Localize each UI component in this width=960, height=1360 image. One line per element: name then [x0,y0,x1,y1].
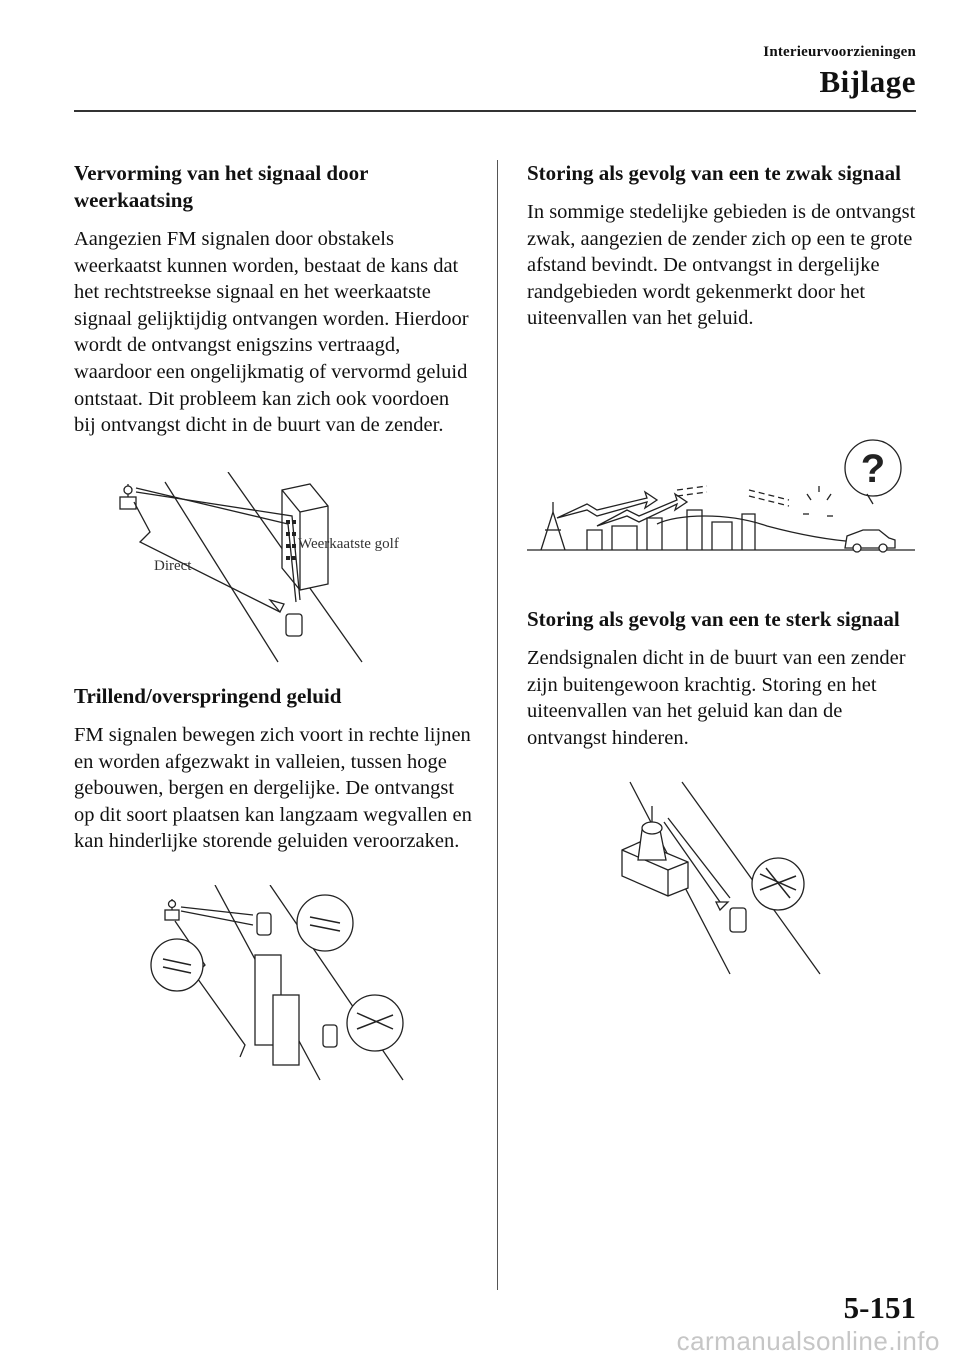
label-direct: Direct [154,558,192,574]
section-title: Storing als gevolg van een te sterk signaal [527,607,900,631]
header-rule [74,110,916,112]
figure-strong-signal [610,778,830,978]
figure-reflection [110,472,460,672]
section-body: Zendsignalen dicht in de buurt van een zender zijn buitengewoon krachtig. Storing en het uiteenvallen van het geluid kan dan de ontvangst hinderen. [527,647,906,749]
section-weak-signal [527,160,917,332]
page-number: 5-151 [843,1290,916,1325]
column-divider [497,160,498,1290]
label-reflected-wave: Weerkaatste golf [298,536,399,552]
section-body: Aangezien FM signalen door obstakels weerkaatst kunnen worden, bestaat de kans dat het rechtstreekse signaal en het weerkaatste signaal gelijktijdig ontvangen worden. Hierdoor wordt de ontvangst enigszins vertraagd, waardoor een ongelijkmatig of vervormd geluid ontstaat. Dit probleem kan zich ook voordoen bij ontvangst dicht in de buurt van de zender. [74,228,469,437]
svg-text:?: ? [860,447,886,491]
strong-signal-illustration [610,778,830,978]
section-header: Interieurvoorzieningen [763,44,916,60]
section-title: Storing als gevolg van een te zwak signaal [527,161,901,185]
chapter-title: Bijlage [819,64,916,99]
section-body: In sommige stedelijke gebieden is de ontvangst zwak, aangezien de zender zich op een te grote afstand bevindt. De ontvangst in dergelijke randgebieden wordt gekenmerkt door het uiteenvallen van het geluid. [527,201,916,330]
figure-weak-signal [527,430,917,560]
section-signal-distortion [74,160,474,439]
flutter-illustration [145,885,415,1085]
weak-signal-illustration [527,430,917,560]
figure-flutter [145,885,415,1085]
section-title: Vervorming van het signaal door weerkaatsing [74,161,369,212]
section-title: Trillend/overspringend geluid [74,684,342,708]
left-column [74,160,474,439]
watermark: carmanualsonline.info [676,1326,940,1356]
right-column [527,160,917,332]
section-flutter [74,683,474,855]
section-body: FM signalen bewegen zich voort in rechte lijnen en worden afgezwakt in valleien, tussen hoge gebouwen, bergen en dergelijke. De ontvangst op dit soort plaatsen kan langzaam wegvallen en kan hinderlijke storende geluiden veroorzaken. [74,724,472,853]
section-strong-signal [527,606,917,751]
